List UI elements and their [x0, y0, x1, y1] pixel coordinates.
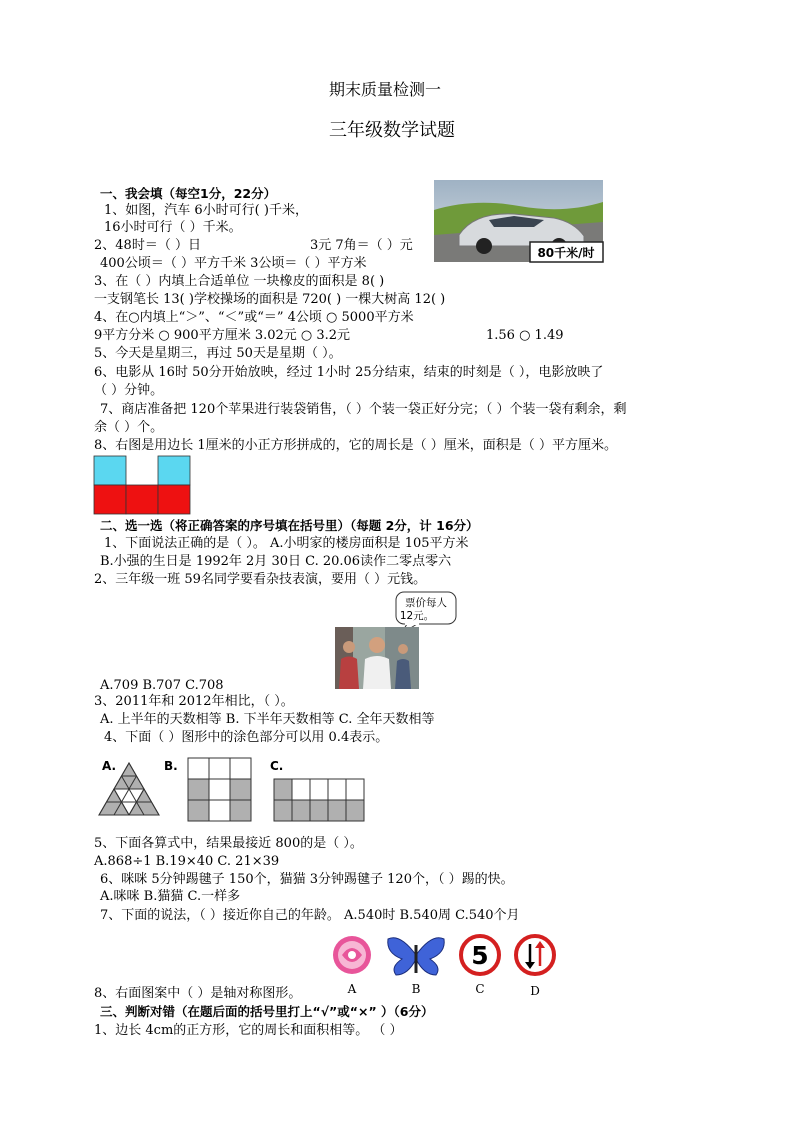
symmetry-symbols: [330, 935, 555, 997]
s1-q6a: 6、电影从 16时 50分开始放映，经过 1小时 25分结束，结束的时刻是（ ），电影放映了: [94, 365, 604, 380]
symbol-b-butterfly-icon: [388, 938, 444, 975]
symbol-c-label: C: [475, 982, 485, 996]
symbol-c-speed-sign-icon: [461, 936, 499, 974]
s1-q4b1: 9平方分米 ○ 900平方厘米 3.02元 ○ 3.2元: [94, 328, 351, 343]
figure-a-label: A.: [102, 759, 117, 773]
s2-q1b: B.小强的生日是 1992年 2月 30日 C. 20.06读作二零点零六: [100, 554, 452, 569]
bubble-line-2: 12元。: [399, 610, 435, 622]
s1-q2b: 400公顷＝（ ）平方千米 3公顷＝（ ）平方米: [100, 256, 367, 271]
section-3-heading: 三、判断对错（在题后面的括号里打上“√”或“×” ）（6分）: [100, 1004, 434, 1019]
s1-q8: 8、右图是用边长 1厘米的小正方形拼成的，它的周长是（ ）厘米，面积是（ ）平方厘米。: [94, 438, 617, 453]
s2-q2: 2、三年级一班 59名同学要看杂技表演，要用（ ）元钱。: [94, 572, 427, 587]
figure-b-grid: [188, 758, 251, 821]
s2-q3-options: A. 上半年的天数相等 B. 下半年天数相等 C. 全年天数相等: [100, 712, 435, 727]
s2-q6: 6、咪咪 5分钟踢毽子 150个，猫猫 3分钟踢毽子 120个，（ ）踢的快。: [100, 872, 514, 887]
s2-q8: 8、右面图案中（ ）是轴对称图形。: [94, 986, 302, 1001]
s1-q6b: （ ）分钟。: [94, 383, 164, 398]
figure-c-label: C.: [270, 759, 284, 773]
symbol-b-label: B: [411, 982, 421, 996]
s1-q4a: 4、在○内填上“＞”、“＜”或“＝” 4公顷 ○ 5000平方米: [94, 310, 414, 325]
s2-q7: 7、下面的说法，（ ）接近你自己的年龄。 A.540时 B.540周 C.540个月: [100, 908, 520, 923]
s1-q3a: 3、在（ ）内填上合适单位 一块橡皮的面积是 8( ): [94, 274, 385, 289]
fraction-figures: [98, 755, 368, 825]
symbol-a-flower-icon: [333, 936, 371, 974]
s1-q4b2: 1.56 ○ 1.49: [486, 328, 564, 343]
page-title: 期末质量检测一: [329, 80, 442, 99]
s2-q2-options: A.709 B.707 C.708: [100, 678, 224, 693]
symbol-a-label: A: [347, 982, 357, 996]
figure-c-row: [274, 779, 364, 821]
s1-q5: 5、今天是星期三，再过 50天是星期（ ）。: [94, 346, 342, 361]
s1-q2a2: 3元 7角＝（ ）元: [310, 238, 413, 253]
s2-q1a: 1、下面说法正确的是（ ）。 A.小明家的楼房面积是 105平方米: [104, 536, 469, 551]
speed-sign-number: 5: [471, 941, 489, 970]
s2-q4: 4、下面（ ）图形中的涂色部分可以用 0.4表示。: [104, 730, 389, 745]
s1-q1b: 16小时可行（ ）千米。: [104, 220, 242, 235]
s1-q7a: 7、商店准备把 120个苹果进行装袋销售，（ ）个装一袋正好分完；（ ）个装一袋有剩余，剩: [100, 402, 627, 417]
s3-q1: 1、边长 4cm的正方形，它的周长和面积相等。 （ ）: [94, 1023, 403, 1038]
car-speed-label: 80千米/时: [537, 246, 595, 260]
s2-q5-options: A.868÷1 B.19×40 C. 21×39: [94, 854, 280, 869]
s1-q2a1: 2、48时＝（ ）日: [94, 238, 201, 253]
figure-b-label: B.: [164, 759, 178, 773]
square-figure: [94, 456, 192, 516]
s1-q7b: 余（ ）个。: [94, 420, 164, 435]
people-photo: [335, 627, 419, 689]
page-subtitle: 三年级数学试题: [329, 120, 455, 141]
section-2-heading: 二、选一选（将正确答案的序号填在括号里）（每题 2分，计 16分）: [100, 518, 479, 533]
symbol-d-label: D: [530, 984, 540, 998]
s1-q3b: 一支钢笔长 13( )学校操场的面积是 720( ) 一棵大树高 12( ): [94, 292, 446, 307]
s2-q5: 5、下面各算式中，结果最接近 800的是（ ）。: [94, 836, 363, 851]
s1-q1a: 1、如图，汽车 6小时可行( )千米，: [104, 203, 308, 218]
car-photo: [434, 180, 603, 262]
section-1-heading: 一、我会填（每空1分，22分）: [100, 186, 277, 201]
s2-q3: 3、2011年和 2012年相比，（ ）。: [94, 694, 294, 709]
s2-q6-options: A.咪咪 B.猫猫 C.一样多: [100, 889, 241, 904]
bubble-line-1: 票价每人: [405, 597, 447, 609]
symbol-d-two-way-sign-icon: [516, 936, 554, 974]
